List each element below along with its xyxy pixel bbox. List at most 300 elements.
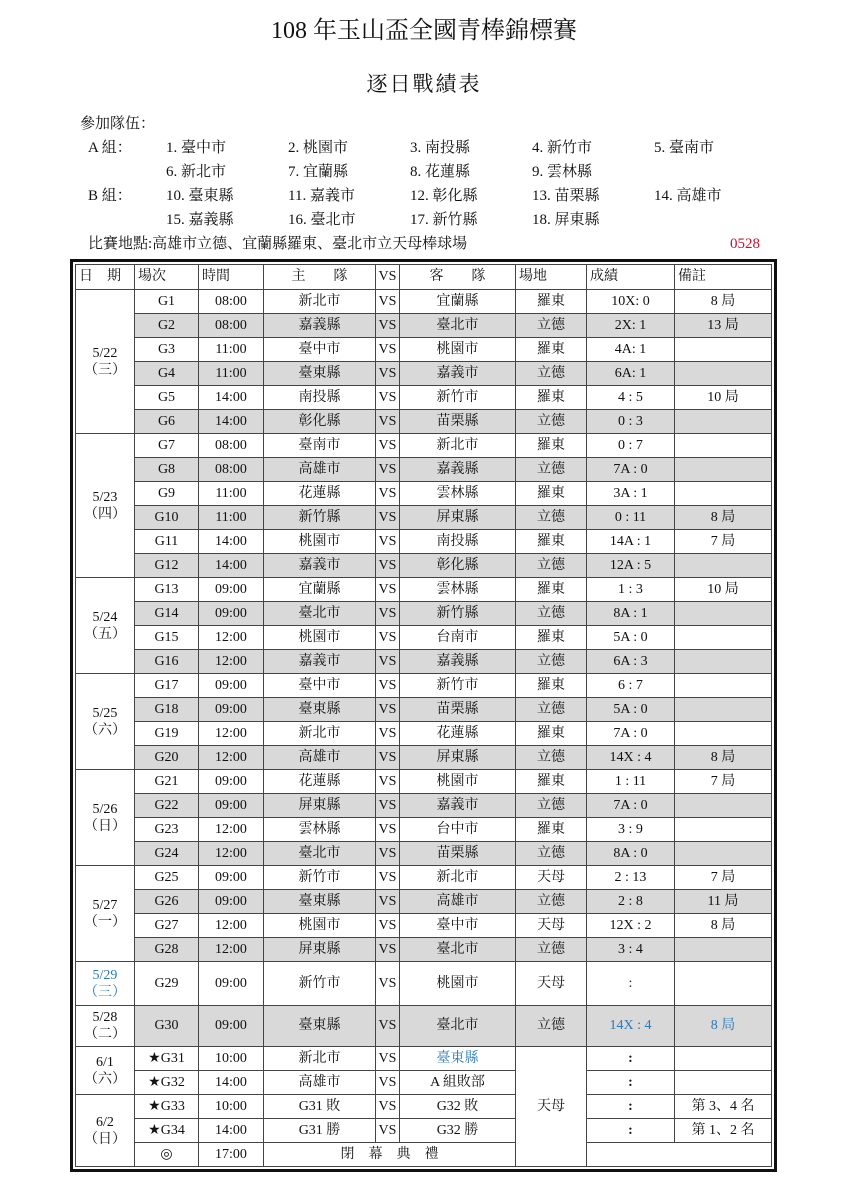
score-cell: 14A : 1 <box>587 530 675 554</box>
home-cell: 南投縣 <box>264 386 376 410</box>
vs-cell: VS <box>376 890 400 914</box>
game-cell: ★G34 <box>135 1119 199 1143</box>
table-row <box>76 290 772 314</box>
weekday-label: （日） <box>84 1131 126 1147</box>
note-cell <box>675 722 772 746</box>
venue-cell: 立德 <box>516 890 587 914</box>
table-row <box>76 626 772 650</box>
table-row <box>76 1006 772 1047</box>
vs-cell: VS <box>376 458 400 482</box>
date-label: 5/28 <box>92 1010 118 1025</box>
col-header-home: 主 隊 <box>264 265 376 290</box>
score-cell: 3A : 1 <box>587 482 675 506</box>
group-a-row-1 <box>80 136 780 160</box>
col-header-game: 場次 <box>135 265 199 290</box>
home-cell: 彰化縣 <box>264 410 376 434</box>
score-cell: 5A : 0 <box>587 626 675 650</box>
note-cell: 11 局 <box>675 890 772 914</box>
date-cell <box>76 1047 135 1095</box>
table-row <box>76 890 772 914</box>
schedule-table-frame <box>70 259 777 1172</box>
weekday-label: （二） <box>84 1027 126 1042</box>
team-item: 6. 新北市 <box>166 164 227 180</box>
note-cell <box>675 1071 772 1095</box>
score-cell: 8A : 0 <box>587 842 675 866</box>
score-cell: : <box>587 1095 675 1119</box>
note-cell: 7 局 <box>675 770 772 794</box>
away-cell: 嘉義市 <box>400 794 516 818</box>
table-row <box>76 338 772 362</box>
venue-cell: 立德 <box>516 650 587 674</box>
weekday-label: （三） <box>84 362 126 378</box>
note-cell <box>675 458 772 482</box>
table-row <box>76 482 772 506</box>
weekday-label: （日） <box>84 818 126 834</box>
table-row <box>76 938 772 962</box>
schedule-table <box>75 264 772 1167</box>
game-cell: G1 <box>135 290 199 314</box>
team-item: 8. 花蓮縣 <box>410 164 471 180</box>
note-cell <box>675 338 772 362</box>
vs-cell: VS <box>376 602 400 626</box>
score-cell: 7A : 0 <box>587 458 675 482</box>
table-row <box>76 746 772 770</box>
date-cell <box>76 578 135 674</box>
vs-cell: VS <box>376 770 400 794</box>
note-cell <box>675 482 772 506</box>
time-cell: 14:00 <box>199 554 264 578</box>
table-row <box>76 674 772 698</box>
note-cell: 8 局 <box>675 914 772 938</box>
note-cell: 10 局 <box>675 578 772 602</box>
group-spacer <box>80 160 166 184</box>
home-cell: 新竹縣 <box>264 506 376 530</box>
away-cell: 雲林縣 <box>400 482 516 506</box>
table-row <box>76 770 772 794</box>
team-item: 16. 臺北市 <box>288 212 356 228</box>
away-cell: 嘉義縣 <box>400 458 516 482</box>
teams-label: 參加隊伍： <box>80 116 156 132</box>
time-cell: 08:00 <box>199 434 264 458</box>
score-cell: : <box>587 1071 675 1095</box>
game-cell: G21 <box>135 770 199 794</box>
vs-cell: VS <box>376 1095 400 1119</box>
vs-cell: VS <box>376 722 400 746</box>
game-cell: G26 <box>135 890 199 914</box>
home-cell: G31 勝 <box>264 1119 376 1143</box>
home-cell: 臺中市 <box>264 338 376 362</box>
vs-cell: VS <box>376 914 400 938</box>
time-cell: 09:00 <box>199 1006 264 1047</box>
away-cell: 宜蘭縣 <box>400 290 516 314</box>
team-item: 2. 桃園市 <box>288 140 349 156</box>
game-cell: G12 <box>135 554 199 578</box>
score-cell: 3 : 9 <box>587 818 675 842</box>
home-cell: 臺東縣 <box>264 1006 376 1047</box>
score-cell: 12A : 5 <box>587 554 675 578</box>
home-cell: 宜蘭縣 <box>264 578 376 602</box>
date-label: 5/27 <box>92 897 118 913</box>
note-cell: 第 3、4 名 <box>675 1095 772 1119</box>
venue-cell: 天母 <box>516 962 587 1006</box>
away-cell: 嘉義市 <box>400 362 516 386</box>
venue-cell: 立德 <box>516 362 587 386</box>
vs-cell: VS <box>376 962 400 1006</box>
table-row <box>76 818 772 842</box>
score-cell: 6A : 3 <box>587 650 675 674</box>
table-row <box>76 530 772 554</box>
venue-cell: 立德 <box>516 506 587 530</box>
team-item: 15. 嘉義縣 <box>166 212 234 228</box>
score-cell: 14X : 4 <box>587 746 675 770</box>
note-cell <box>675 842 772 866</box>
score-cell: 2 : 13 <box>587 866 675 890</box>
vs-cell: VS <box>376 650 400 674</box>
venue-cell: 立德 <box>516 698 587 722</box>
group-b-row-2 <box>80 208 780 232</box>
away-cell: 苗栗縣 <box>400 842 516 866</box>
venue-cell: 羅東 <box>516 386 587 410</box>
time-cell: 09:00 <box>199 890 264 914</box>
time-cell: 12:00 <box>199 914 264 938</box>
time-cell: 09:00 <box>199 602 264 626</box>
date-cell <box>76 866 135 962</box>
col-header-venue: 場地 <box>516 265 587 290</box>
venue-cell: 立德 <box>516 602 587 626</box>
game-cell: G22 <box>135 794 199 818</box>
table-row <box>76 410 772 434</box>
table-header-row <box>76 265 772 290</box>
game-cell: G8 <box>135 458 199 482</box>
away-cell: 臺北市 <box>400 314 516 338</box>
time-cell: 14:00 <box>199 386 264 410</box>
game-cell: G27 <box>135 914 199 938</box>
away-cell: 花蓮縣 <box>400 722 516 746</box>
score-cell: 1 : 11 <box>587 770 675 794</box>
table-row <box>76 362 772 386</box>
date-label: 5/23 <box>92 489 118 505</box>
note-cell <box>675 410 772 434</box>
time-cell: 14:00 <box>199 1119 264 1143</box>
game-cell: G9 <box>135 482 199 506</box>
note-cell <box>675 962 772 1006</box>
away-cell: 臺東縣 <box>400 1047 516 1071</box>
score-cell: 4A: 1 <box>587 338 675 362</box>
note-cell: 第 1、2 名 <box>675 1119 772 1143</box>
venue-cell: 立德 <box>516 1006 587 1047</box>
home-cell: 新竹市 <box>264 866 376 890</box>
team-item: 5. 臺南市 <box>654 140 715 156</box>
venue-cell: 羅東 <box>516 722 587 746</box>
vs-cell: VS <box>376 842 400 866</box>
weekday-label: （四） <box>84 506 126 522</box>
home-cell: 臺東縣 <box>264 890 376 914</box>
game-cell: G11 <box>135 530 199 554</box>
time-cell: 10:00 <box>199 1095 264 1119</box>
vs-cell: VS <box>376 1006 400 1047</box>
group-spacer <box>80 208 166 232</box>
time-cell: 12:00 <box>199 938 264 962</box>
team-item: 14. 高雄市 <box>654 188 722 204</box>
table-row <box>76 794 772 818</box>
score-cell: : <box>587 1047 675 1071</box>
table-row <box>76 506 772 530</box>
note-cell: 8 局 <box>675 1006 772 1047</box>
team-item: 10. 臺東縣 <box>166 188 234 204</box>
venue-cell: 天母 <box>516 866 587 890</box>
away-cell: 台中市 <box>400 818 516 842</box>
note-cell <box>675 602 772 626</box>
team-item: 13. 苗栗縣 <box>532 188 600 204</box>
game-cell: G28 <box>135 938 199 962</box>
col-header-score: 成績 <box>587 265 675 290</box>
venue-cell: 立德 <box>516 938 587 962</box>
time-cell: 11:00 <box>199 338 264 362</box>
date-cell <box>76 962 135 1006</box>
score-cell: 3 : 4 <box>587 938 675 962</box>
home-cell: 臺東縣 <box>264 362 376 386</box>
vs-cell: VS <box>376 674 400 698</box>
vs-cell: VS <box>376 938 400 962</box>
vs-cell: VS <box>376 434 400 458</box>
away-cell: 苗栗縣 <box>400 698 516 722</box>
game-cell: G6 <box>135 410 199 434</box>
time-cell: 12:00 <box>199 650 264 674</box>
page-subtitle: 逐日戰績表 <box>366 72 482 96</box>
score-cell: 1 : 3 <box>587 578 675 602</box>
home-cell: 高雄市 <box>264 458 376 482</box>
score-cell: 6A: 1 <box>587 362 675 386</box>
note-cell <box>675 626 772 650</box>
away-cell: 高雄市 <box>400 890 516 914</box>
time-cell: 11:00 <box>199 506 264 530</box>
vs-cell: VS <box>376 818 400 842</box>
home-cell: 屏東縣 <box>264 794 376 818</box>
team-item: 12. 彰化縣 <box>410 188 478 204</box>
venue-cell: 立德 <box>516 314 587 338</box>
home-cell: 花蓮縣 <box>264 770 376 794</box>
score-cell: 8A : 1 <box>587 602 675 626</box>
vs-cell: VS <box>376 530 400 554</box>
vs-cell: VS <box>376 698 400 722</box>
vs-cell: VS <box>376 314 400 338</box>
time-cell: 14:00 <box>199 410 264 434</box>
col-header-time: 時間 <box>199 265 264 290</box>
weekday-label: （三） <box>84 984 126 1000</box>
table-row <box>76 386 772 410</box>
away-cell: 新竹縣 <box>400 602 516 626</box>
game-cell: G10 <box>135 506 199 530</box>
date-label: 6/2 <box>96 1114 114 1130</box>
vs-cell: VS <box>376 410 400 434</box>
score-cell: 6 : 7 <box>587 674 675 698</box>
col-header-away: 客 隊 <box>400 265 516 290</box>
away-cell: 桃園市 <box>400 770 516 794</box>
time-cell: 08:00 <box>199 458 264 482</box>
date-cell <box>76 290 135 434</box>
game-cell: G16 <box>135 650 199 674</box>
time-cell: 12:00 <box>199 842 264 866</box>
home-cell: 新北市 <box>264 722 376 746</box>
ceremony-label: 閉 幕 典 禮 <box>264 1143 516 1167</box>
time-cell: 12:00 <box>199 746 264 770</box>
table-row <box>76 842 772 866</box>
score-cell: 5A : 0 <box>587 698 675 722</box>
score-cell: 0 : 3 <box>587 410 675 434</box>
vs-cell: VS <box>376 578 400 602</box>
score-cell: 7A : 0 <box>587 794 675 818</box>
home-cell: 高雄市 <box>264 1071 376 1095</box>
date-cell <box>76 770 135 866</box>
note-cell <box>675 938 772 962</box>
note-cell <box>675 698 772 722</box>
table-row <box>76 1071 772 1095</box>
venue-cell: 羅東 <box>516 530 587 554</box>
score-cell: : <box>587 1119 675 1143</box>
home-cell: 臺東縣 <box>264 698 376 722</box>
table-row <box>76 722 772 746</box>
date-label: 6/1 <box>96 1054 114 1070</box>
table-row <box>76 962 772 1006</box>
time-cell: 17:00 <box>199 1143 264 1167</box>
score-cell: 0 : 11 <box>587 506 675 530</box>
venue-cell: 羅東 <box>516 578 587 602</box>
game-cell: G19 <box>135 722 199 746</box>
ceremony-row <box>76 1143 772 1167</box>
away-cell: 臺北市 <box>400 1006 516 1047</box>
home-cell: 花蓮縣 <box>264 482 376 506</box>
group-a-label: A 組： <box>88 140 132 156</box>
vs-cell: VS <box>376 746 400 770</box>
time-cell: 11:00 <box>199 362 264 386</box>
team-item: 1. 臺中市 <box>166 140 227 156</box>
time-cell: 12:00 <box>199 626 264 650</box>
home-cell: 桃園市 <box>264 530 376 554</box>
game-cell: ★G32 <box>135 1071 199 1095</box>
note-cell <box>675 674 772 698</box>
table-row <box>76 458 772 482</box>
note-cell: 13 局 <box>675 314 772 338</box>
time-cell: 08:00 <box>199 290 264 314</box>
date-cell <box>76 674 135 770</box>
venue-cell: 羅東 <box>516 434 587 458</box>
home-cell: 嘉義市 <box>264 650 376 674</box>
time-cell: 14:00 <box>199 1071 264 1095</box>
home-cell: 桃園市 <box>264 914 376 938</box>
away-cell: 臺中市 <box>400 914 516 938</box>
time-cell: 09:00 <box>199 698 264 722</box>
weekday-label: （六） <box>84 1071 126 1087</box>
table-row <box>76 602 772 626</box>
game-cell: G3 <box>135 338 199 362</box>
venue-cell: 羅東 <box>516 674 587 698</box>
venue-cell: 羅東 <box>516 290 587 314</box>
ceremony-icon: ◎ <box>135 1143 199 1167</box>
table-row <box>76 1095 772 1119</box>
home-cell: 高雄市 <box>264 746 376 770</box>
time-cell: 08:00 <box>199 314 264 338</box>
note-cell <box>675 818 772 842</box>
home-cell: 雲林縣 <box>264 818 376 842</box>
vs-cell: VS <box>376 794 400 818</box>
col-header-note: 備註 <box>675 265 772 290</box>
away-cell: 屏東縣 <box>400 506 516 530</box>
away-cell: 新北市 <box>400 434 516 458</box>
weekday-label: （六） <box>84 722 126 738</box>
table-row <box>76 914 772 938</box>
table-row <box>76 554 772 578</box>
away-cell: 新北市 <box>400 866 516 890</box>
home-cell: 臺南市 <box>264 434 376 458</box>
away-cell: G32 勝 <box>400 1119 516 1143</box>
table-row <box>76 578 772 602</box>
group-b-label: B 組： <box>88 188 132 204</box>
venue-cell: 羅東 <box>516 482 587 506</box>
date-label: 5/24 <box>92 609 118 625</box>
game-cell: G7 <box>135 434 199 458</box>
venue-cell: 立德 <box>516 842 587 866</box>
game-cell: G17 <box>135 674 199 698</box>
game-cell: G15 <box>135 626 199 650</box>
team-item: 3. 南投縣 <box>410 140 471 156</box>
away-cell: 新竹市 <box>400 674 516 698</box>
note-cell <box>675 554 772 578</box>
vs-cell: VS <box>376 362 400 386</box>
note-cell <box>675 794 772 818</box>
game-cell: G20 <box>135 746 199 770</box>
vs-cell: VS <box>376 482 400 506</box>
game-cell: G13 <box>135 578 199 602</box>
home-cell: 桃園市 <box>264 626 376 650</box>
away-cell: 彰化縣 <box>400 554 516 578</box>
date-cell <box>76 434 135 578</box>
venue-cell: 立德 <box>516 794 587 818</box>
away-cell: G32 敗 <box>400 1095 516 1119</box>
game-cell: G5 <box>135 386 199 410</box>
note-cell <box>675 650 772 674</box>
home-cell: G31 敗 <box>264 1095 376 1119</box>
table-row <box>76 698 772 722</box>
score-cell: 4 : 5 <box>587 386 675 410</box>
date-label: 5/29 <box>92 967 118 983</box>
venue-cell: 立德 <box>516 410 587 434</box>
home-cell: 新竹市 <box>264 962 376 1006</box>
time-cell: 09:00 <box>199 578 264 602</box>
date-label: 5/26 <box>92 801 118 817</box>
note-cell: 10 局 <box>675 386 772 410</box>
table-row <box>76 1119 772 1143</box>
home-cell: 臺中市 <box>264 674 376 698</box>
away-cell: 嘉義縣 <box>400 650 516 674</box>
vs-cell: VS <box>376 290 400 314</box>
note-cell: 7 局 <box>675 530 772 554</box>
score-cell: : <box>587 962 675 1006</box>
col-header-vs: VS <box>376 265 400 290</box>
vs-cell: VS <box>376 1047 400 1071</box>
venue-cell: 羅東 <box>516 818 587 842</box>
away-cell: 雲林縣 <box>400 578 516 602</box>
score-cell: 2 : 8 <box>587 890 675 914</box>
note-cell: 7 局 <box>675 866 772 890</box>
game-cell: G30 <box>135 1006 199 1047</box>
away-cell: 桃園市 <box>400 338 516 362</box>
home-cell: 嘉義縣 <box>264 314 376 338</box>
away-cell: 台南市 <box>400 626 516 650</box>
team-item: 7. 宜蘭縣 <box>288 164 349 180</box>
game-cell: G18 <box>135 698 199 722</box>
away-cell: 南投縣 <box>400 530 516 554</box>
home-cell: 臺北市 <box>264 842 376 866</box>
